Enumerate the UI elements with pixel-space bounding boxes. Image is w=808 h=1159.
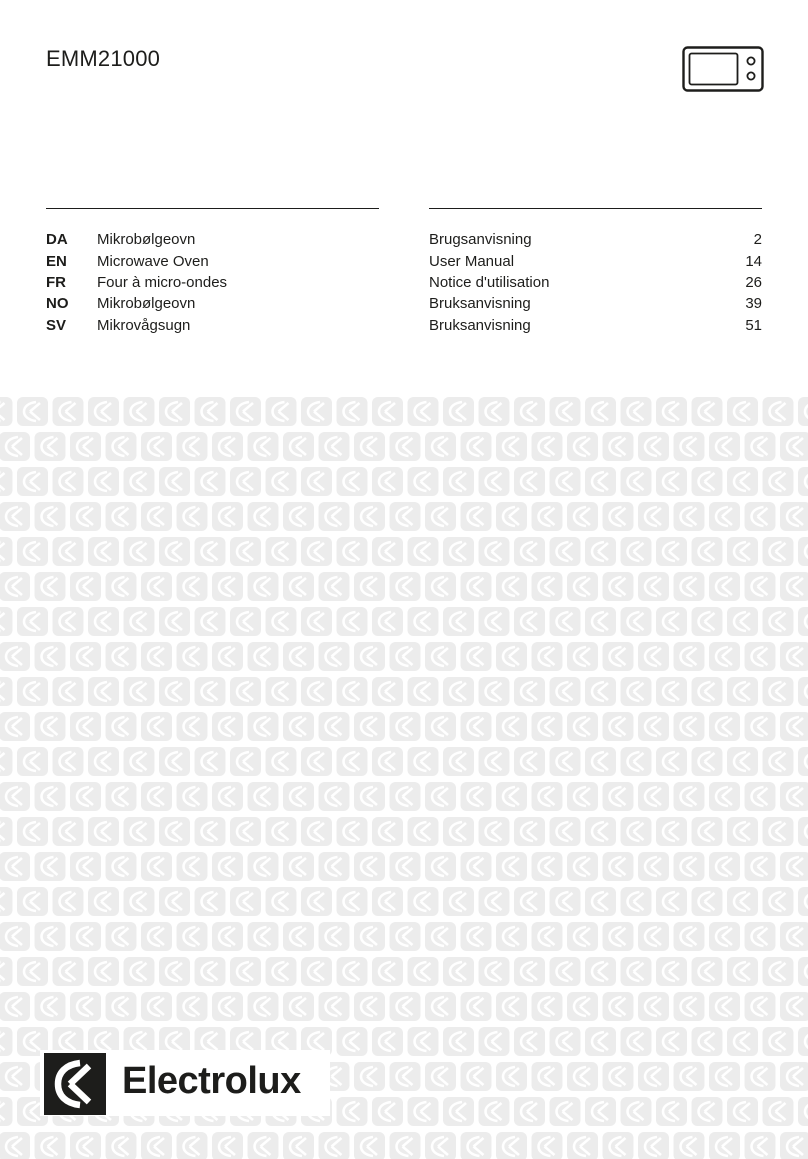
language-row-no — [0, 293, 808, 314]
model-title: EMM21000 — [46, 46, 161, 71]
manual-title: Notice d'utilisation — [429, 274, 550, 291]
manual-title: Bruksanvisning — [429, 317, 531, 334]
product-name: Microwave Oven — [97, 253, 209, 270]
product-name: Mikrobølgeovn — [97, 231, 196, 248]
page-number: 39 — [745, 295, 762, 312]
brand-name: Electrolux — [122, 1060, 301, 1102]
page-number: 14 — [745, 253, 762, 270]
divider-left — [46, 208, 379, 209]
manual-title: Bruksanvisning — [429, 295, 531, 312]
electrolux-logo-icon — [44, 1053, 106, 1115]
language-code: NO — [46, 295, 69, 312]
language-code: DA — [46, 231, 68, 248]
manual-title: Brugsanvisning — [429, 231, 532, 248]
page-number: 26 — [745, 274, 762, 291]
page-number: 2 — [753, 231, 762, 248]
microwave-oven-icon — [682, 46, 764, 92]
product-name: Mikrovågsugn — [97, 317, 191, 334]
language-row-da — [0, 229, 808, 250]
manual-title: User Manual — [429, 253, 515, 270]
language-row-en — [0, 251, 808, 272]
page-number: 51 — [745, 317, 762, 334]
language-row-sv — [0, 315, 808, 336]
logo-pattern-background — [0, 392, 808, 1159]
language-row-fr — [0, 272, 808, 293]
language-code: EN — [46, 253, 67, 270]
product-name: Mikrobølgeovn — [97, 295, 196, 312]
language-code: SV — [46, 317, 67, 334]
divider-right — [429, 208, 762, 209]
product-name: Four à micro-ondes — [97, 274, 228, 291]
language-code: FR — [46, 274, 66, 291]
